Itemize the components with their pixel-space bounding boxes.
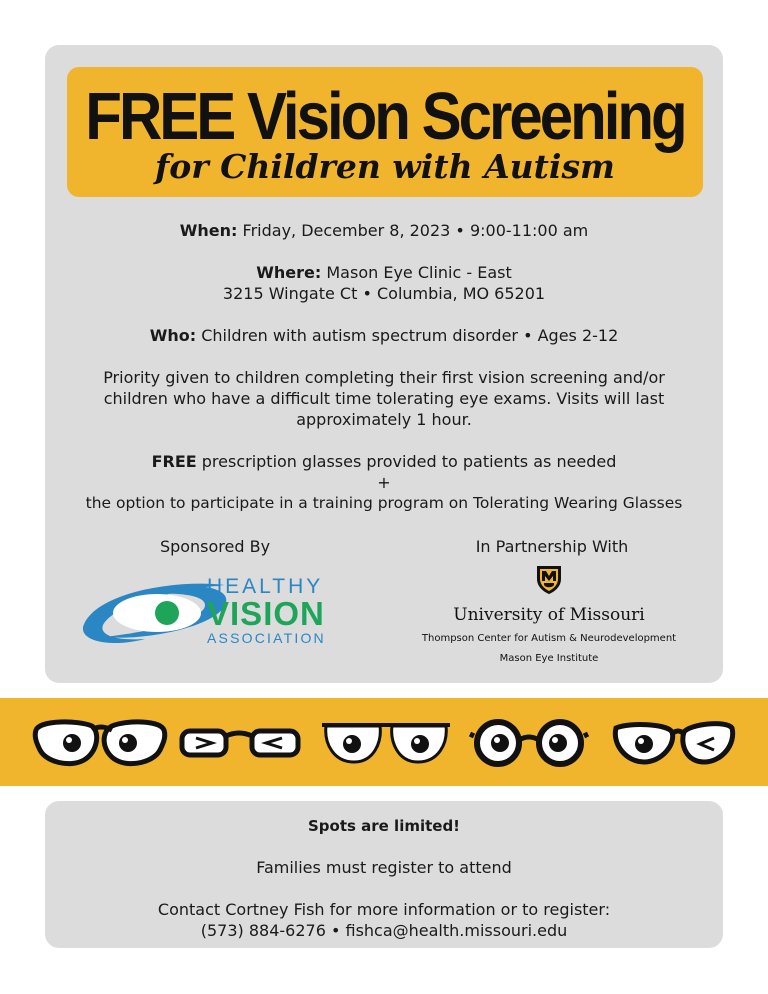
address-line: 3215 Wingate Ct • Columbia, MO 65201 <box>222 284 546 303</box>
registration-card <box>45 801 723 948</box>
hva-logo <box>207 576 326 645</box>
sponsored-by-heading: Sponsored By <box>159 537 271 556</box>
hva-line-2: VISION <box>207 595 325 632</box>
when-value: Friday, December 8, 2023 • 9:00-11:00 am <box>237 221 589 240</box>
winking-glasses-icon <box>615 724 732 762</box>
aviator-glasses-icon <box>322 725 450 762</box>
when-label: When: <box>179 221 238 240</box>
where-value: Mason Eye Clinic - East <box>321 263 512 282</box>
plus-sign: + <box>377 473 391 492</box>
spots-limited: Spots are limited! <box>307 817 461 835</box>
glasses-row <box>0 698 768 786</box>
priority-line-1: Priority given to children completing their first vision screening and/or <box>103 368 665 387</box>
glasses-stripe <box>0 698 768 786</box>
page-subtitle: for Children with Autism <box>155 147 615 186</box>
training-line: the option to participate in a training program on Tolerating Wearing Glasses <box>85 494 683 512</box>
free-value: prescription glasses provided to patients as needed <box>196 452 617 471</box>
partnership-heading: In Partnership With <box>475 537 629 556</box>
round-glasses-icon <box>470 722 588 764</box>
title-banner <box>67 67 703 197</box>
free-glasses-line <box>45 451 723 472</box>
priority-line-2: children who have a difficult time tolerating eye exams. Visits will last <box>103 389 665 408</box>
priority-line-3: approximately 1 hour. <box>296 410 472 429</box>
cateye-glasses-icon <box>35 722 165 764</box>
page-title: FREE Vision Screening <box>85 78 685 154</box>
squinting-glasses-icon <box>182 731 298 755</box>
when-line <box>45 220 723 241</box>
tiger-shield-icon <box>536 565 562 595</box>
where-line <box>45 262 723 283</box>
mu-logo <box>397 565 701 667</box>
who-value: Children with autism spectrum disorder • Ages 2-12 <box>196 326 619 345</box>
event-card <box>45 45 723 683</box>
where-label: Where: <box>256 263 322 282</box>
mu-thompson-center: Thompson Center for Autism & Neurodevelopment <box>421 633 677 644</box>
mu-name: University of Missouri <box>453 605 645 625</box>
who-label: Who: <box>149 326 197 345</box>
contact-details[interactable]: (573) 884-6276 • fishca@health.missouri.edu <box>200 921 568 940</box>
free-label: FREE <box>151 452 197 471</box>
hva-line-1: HEALTHY <box>207 575 324 598</box>
register-note: Families must register to attend <box>256 858 512 877</box>
mu-mason-eye: Mason Eye Institute <box>499 653 599 664</box>
hva-line-3: ASSOCIATION <box>207 630 326 646</box>
contact-line: Contact Cortney Fish for more information or to register: <box>157 900 611 919</box>
who-line <box>45 325 723 346</box>
